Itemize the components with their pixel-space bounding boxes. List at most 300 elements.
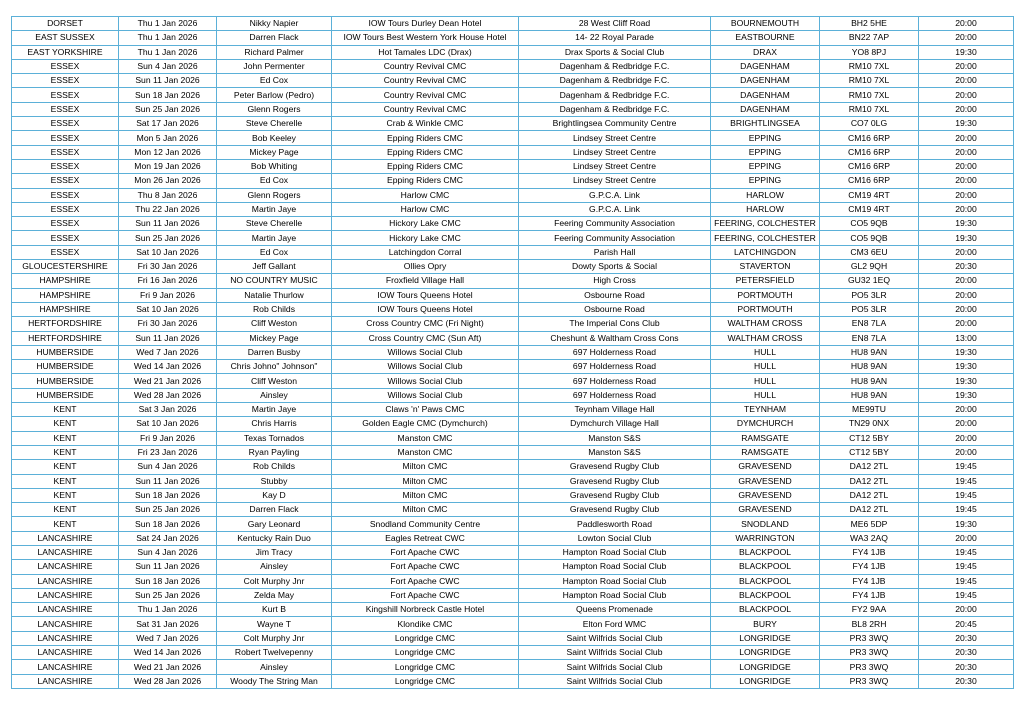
postcode-cell: HU8 9AN: [820, 374, 919, 388]
county-cell: KENT: [12, 445, 119, 459]
postcode-cell: DA12 2TL: [820, 503, 919, 517]
county-cell: HERTFORDSHIRE: [12, 317, 119, 331]
postcode-cell: FY4 1JB: [820, 574, 919, 588]
venue-cell: Feering Community Association: [519, 217, 711, 231]
artist-cell: Kay D: [217, 488, 332, 502]
time-cell: 20:30: [919, 631, 1014, 645]
county-cell: LANCASHIRE: [12, 560, 119, 574]
postcode-cell: GL2 9QH: [820, 260, 919, 274]
date-cell: Mon 26 Jan 2026: [119, 174, 217, 188]
postcode-cell: BH2 5HE: [820, 17, 919, 31]
table-row: [12, 545, 1014, 559]
table-row: [12, 159, 1014, 173]
county-cell: ESSEX: [12, 231, 119, 245]
county-cell: KENT: [12, 488, 119, 502]
town-cell: DAGENHAM: [711, 59, 820, 73]
club-cell: Epping Riders CMC: [332, 145, 519, 159]
county-cell: HAMPSHIRE: [12, 274, 119, 288]
postcode-cell: CM16 6RP: [820, 145, 919, 159]
postcode-cell: GU32 1EQ: [820, 274, 919, 288]
county-cell: HUMBERSIDE: [12, 388, 119, 402]
table-row: [12, 417, 1014, 431]
table-row: [12, 31, 1014, 45]
postcode-cell: PO5 3LR: [820, 302, 919, 316]
postcode-cell: PR3 3WQ: [820, 674, 919, 688]
venue-cell: Manston S&S: [519, 431, 711, 445]
venue-cell: Teynham Village Hall: [519, 403, 711, 417]
club-cell: Manston CMC: [332, 445, 519, 459]
table-row: [12, 317, 1014, 331]
postcode-cell: EN8 7LA: [820, 331, 919, 345]
venue-cell: Manston S&S: [519, 445, 711, 459]
table-row: [12, 660, 1014, 674]
postcode-cell: CM16 6RP: [820, 174, 919, 188]
table-row: [12, 302, 1014, 316]
venue-cell: Dowty Sports & Social: [519, 260, 711, 274]
venue-cell: Cheshunt & Waltham Cross Cons: [519, 331, 711, 345]
table-row: [12, 231, 1014, 245]
county-cell: LANCASHIRE: [12, 574, 119, 588]
postcode-cell: CO5 9QB: [820, 231, 919, 245]
time-cell: 20:30: [919, 260, 1014, 274]
venue-cell: Dagenham & Redbridge F.C.: [519, 88, 711, 102]
town-cell: HARLOW: [711, 188, 820, 202]
date-cell: Fri 9 Jan 2026: [119, 431, 217, 445]
time-cell: 20:45: [919, 617, 1014, 631]
club-cell: IOW Tours Queens Hotel: [332, 288, 519, 302]
venue-cell: Osbourne Road: [519, 288, 711, 302]
time-cell: 19:45: [919, 574, 1014, 588]
postcode-cell: CM3 6EU: [820, 245, 919, 259]
county-cell: ESSEX: [12, 245, 119, 259]
town-cell: PORTMOUTH: [711, 302, 820, 316]
table-row: [12, 531, 1014, 545]
county-cell: KENT: [12, 517, 119, 531]
artist-cell: Mickey Page: [217, 331, 332, 345]
date-cell: Sun 25 Jan 2026: [119, 102, 217, 116]
time-cell: 20:00: [919, 31, 1014, 45]
venue-cell: Dagenham & Redbridge F.C.: [519, 102, 711, 116]
postcode-cell: CO7 0LG: [820, 117, 919, 131]
postcode-cell: CO5 9QB: [820, 217, 919, 231]
venue-cell: Dagenham & Redbridge F.C.: [519, 74, 711, 88]
artist-cell: Steve Cherelle: [217, 217, 332, 231]
town-cell: GRAVESEND: [711, 460, 820, 474]
table-row: [12, 131, 1014, 145]
time-cell: 20:00: [919, 174, 1014, 188]
table-row: [12, 460, 1014, 474]
date-cell: Sun 25 Jan 2026: [119, 503, 217, 517]
town-cell: HARLOW: [711, 202, 820, 216]
date-cell: Mon 12 Jan 2026: [119, 145, 217, 159]
artist-cell: Darren Flack: [217, 31, 332, 45]
venue-cell: G.P.C.A. Link: [519, 202, 711, 216]
venue-cell: Saint Wilfrids Social Club: [519, 660, 711, 674]
time-cell: 20:00: [919, 417, 1014, 431]
postcode-cell: CT12 5BY: [820, 431, 919, 445]
county-cell: LANCASHIRE: [12, 588, 119, 602]
time-cell: 20:00: [919, 445, 1014, 459]
time-cell: 20:00: [919, 603, 1014, 617]
postcode-cell: PR3 3WQ: [820, 631, 919, 645]
date-cell: Thu 1 Jan 2026: [119, 603, 217, 617]
date-cell: Sat 10 Jan 2026: [119, 245, 217, 259]
town-cell: HULL: [711, 345, 820, 359]
town-cell: EPPING: [711, 159, 820, 173]
table-row: [12, 503, 1014, 517]
postcode-cell: DA12 2TL: [820, 460, 919, 474]
artist-cell: Ainsley: [217, 660, 332, 674]
county-cell: ESSEX: [12, 117, 119, 131]
time-cell: 20:00: [919, 188, 1014, 202]
venue-cell: Lindsey Street Centre: [519, 159, 711, 173]
artist-cell: Rob Childs: [217, 302, 332, 316]
postcode-cell: ME6 5DP: [820, 517, 919, 531]
club-cell: Claws 'n' Paws CMC: [332, 403, 519, 417]
club-cell: Longridge CMC: [332, 646, 519, 660]
county-cell: KENT: [12, 474, 119, 488]
artist-cell: Wayne T: [217, 617, 332, 631]
venue-cell: Saint Wilfrids Social Club: [519, 646, 711, 660]
artist-cell: Colt Murphy Jnr: [217, 631, 332, 645]
club-cell: Longridge CMC: [332, 631, 519, 645]
date-cell: Thu 1 Jan 2026: [119, 31, 217, 45]
county-cell: KENT: [12, 503, 119, 517]
club-cell: IOW Tours Best Western York House Hotel: [332, 31, 519, 45]
table-row: [12, 603, 1014, 617]
club-cell: Willows Social Club: [332, 345, 519, 359]
club-cell: Manston CMC: [332, 431, 519, 445]
club-cell: Klondike CMC: [332, 617, 519, 631]
postcode-cell: FY4 1JB: [820, 560, 919, 574]
postcode-cell: RM10 7XL: [820, 102, 919, 116]
date-cell: Sun 11 Jan 2026: [119, 474, 217, 488]
club-cell: Country Revival CMC: [332, 88, 519, 102]
postcode-cell: FY2 9AA: [820, 603, 919, 617]
town-cell: WALTHAM CROSS: [711, 331, 820, 345]
date-cell: Sun 11 Jan 2026: [119, 74, 217, 88]
county-cell: EAST YORKSHIRE: [12, 45, 119, 59]
table-row: [12, 17, 1014, 31]
venue-cell: Dymchurch Village Hall: [519, 417, 711, 431]
artist-cell: Kentucky Rain Duo: [217, 531, 332, 545]
time-cell: 20:00: [919, 403, 1014, 417]
club-cell: Ollies Opry: [332, 260, 519, 274]
artist-cell: Cliff Weston: [217, 317, 332, 331]
time-cell: 20:00: [919, 531, 1014, 545]
town-cell: HULL: [711, 388, 820, 402]
county-cell: HAMPSHIRE: [12, 302, 119, 316]
artist-cell: NO COUNTRY MUSIC: [217, 274, 332, 288]
date-cell: Wed 14 Jan 2026: [119, 360, 217, 374]
club-cell: Hickory Lake CMC: [332, 231, 519, 245]
time-cell: 19:30: [919, 345, 1014, 359]
club-cell: Milton CMC: [332, 503, 519, 517]
date-cell: Thu 1 Jan 2026: [119, 45, 217, 59]
artist-cell: Jim Tracy: [217, 545, 332, 559]
artist-cell: Colt Murphy Jnr: [217, 574, 332, 588]
table-row: [12, 403, 1014, 417]
postcode-cell: DA12 2TL: [820, 488, 919, 502]
club-cell: Froxfield Village Hall: [332, 274, 519, 288]
table-row: [12, 631, 1014, 645]
time-cell: 13:00: [919, 331, 1014, 345]
date-cell: Sun 25 Jan 2026: [119, 231, 217, 245]
county-cell: KENT: [12, 431, 119, 445]
town-cell: DAGENHAM: [711, 88, 820, 102]
postcode-cell: CM19 4RT: [820, 202, 919, 216]
table-row: [12, 388, 1014, 402]
time-cell: 19:30: [919, 45, 1014, 59]
town-cell: LONGRIDGE: [711, 660, 820, 674]
time-cell: 20:30: [919, 660, 1014, 674]
time-cell: 19:45: [919, 560, 1014, 574]
town-cell: STAVERTON: [711, 260, 820, 274]
town-cell: RAMSGATE: [711, 431, 820, 445]
club-cell: Hot Tamales LDC (Drax): [332, 45, 519, 59]
club-cell: Longridge CMC: [332, 660, 519, 674]
club-cell: Fort Apache CWC: [332, 574, 519, 588]
postcode-cell: RM10 7XL: [820, 59, 919, 73]
town-cell: RAMSGATE: [711, 445, 820, 459]
club-cell: Fort Apache CWC: [332, 588, 519, 602]
venue-cell: Hampton Road Social Club: [519, 560, 711, 574]
date-cell: Wed 28 Jan 2026: [119, 388, 217, 402]
club-cell: Snodland Community Centre: [332, 517, 519, 531]
postcode-cell: RM10 7XL: [820, 74, 919, 88]
club-cell: Willows Social Club: [332, 388, 519, 402]
postcode-cell: BL8 2RH: [820, 617, 919, 631]
table-row: [12, 217, 1014, 231]
venue-cell: Paddlesworth Road: [519, 517, 711, 531]
date-cell: Wed 21 Jan 2026: [119, 374, 217, 388]
venue-cell: Elton Ford WMC: [519, 617, 711, 631]
time-cell: 19:30: [919, 517, 1014, 531]
date-cell: Sat 10 Jan 2026: [119, 302, 217, 316]
town-cell: BRIGHTLINGSEA: [711, 117, 820, 131]
town-cell: BLACKPOOL: [711, 560, 820, 574]
time-cell: 20:00: [919, 159, 1014, 173]
venue-cell: Gravesend Rugby Club: [519, 488, 711, 502]
town-cell: WALTHAM CROSS: [711, 317, 820, 331]
venue-cell: Parish Hall: [519, 245, 711, 259]
venue-cell: 697 Holderness Road: [519, 374, 711, 388]
town-cell: HULL: [711, 360, 820, 374]
town-cell: BLACKPOOL: [711, 545, 820, 559]
town-cell: GRAVESEND: [711, 503, 820, 517]
date-cell: Wed 14 Jan 2026: [119, 646, 217, 660]
venue-cell: 14- 22 Royal Parade: [519, 31, 711, 45]
artist-cell: Texas Tornados: [217, 431, 332, 445]
club-cell: Harlow CMC: [332, 188, 519, 202]
date-cell: Wed 7 Jan 2026: [119, 631, 217, 645]
venue-cell: Osbourne Road: [519, 302, 711, 316]
date-cell: Sat 17 Jan 2026: [119, 117, 217, 131]
time-cell: 19:45: [919, 488, 1014, 502]
venue-cell: Hampton Road Social Club: [519, 588, 711, 602]
county-cell: LANCASHIRE: [12, 646, 119, 660]
artist-cell: Bob Keeley: [217, 131, 332, 145]
postcode-cell: PR3 3WQ: [820, 660, 919, 674]
artist-cell: Darren Busby: [217, 345, 332, 359]
county-cell: ESSEX: [12, 88, 119, 102]
venue-cell: 697 Holderness Road: [519, 388, 711, 402]
time-cell: 19:30: [919, 360, 1014, 374]
town-cell: WARRINGTON: [711, 531, 820, 545]
county-cell: ESSEX: [12, 159, 119, 173]
venue-cell: Saint Wilfrids Social Club: [519, 674, 711, 688]
artist-cell: Gary Leonard: [217, 517, 332, 531]
table-row: [12, 374, 1014, 388]
date-cell: Fri 23 Jan 2026: [119, 445, 217, 459]
postcode-cell: PO5 3LR: [820, 288, 919, 302]
county-cell: HERTFORDSHIRE: [12, 331, 119, 345]
club-cell: Cross Country CMC (Sun Aft): [332, 331, 519, 345]
club-cell: IOW Tours Durley Dean Hotel: [332, 17, 519, 31]
artist-cell: Mickey Page: [217, 145, 332, 159]
date-cell: Fri 30 Jan 2026: [119, 260, 217, 274]
table-row: [12, 45, 1014, 59]
postcode-cell: HU8 9AN: [820, 345, 919, 359]
date-cell: Sat 31 Jan 2026: [119, 617, 217, 631]
table-row: [12, 617, 1014, 631]
venue-cell: The Imperial Cons Club: [519, 317, 711, 331]
postcode-cell: HU8 9AN: [820, 360, 919, 374]
table-row: [12, 274, 1014, 288]
date-cell: Wed 21 Jan 2026: [119, 660, 217, 674]
county-cell: LANCASHIRE: [12, 660, 119, 674]
date-cell: Thu 1 Jan 2026: [119, 17, 217, 31]
town-cell: EPPING: [711, 174, 820, 188]
artist-cell: Peter Barlow (Pedro): [217, 88, 332, 102]
county-cell: KENT: [12, 460, 119, 474]
venue-cell: Feering Community Association: [519, 231, 711, 245]
time-cell: 19:45: [919, 503, 1014, 517]
time-cell: 19:30: [919, 217, 1014, 231]
county-cell: ESSEX: [12, 102, 119, 116]
venue-cell: 28 West Cliff Road: [519, 17, 711, 31]
town-cell: PETERSFIELD: [711, 274, 820, 288]
venue-cell: G.P.C.A. Link: [519, 188, 711, 202]
artist-cell: Glenn Rogers: [217, 102, 332, 116]
artist-cell: Martin Jaye: [217, 231, 332, 245]
club-cell: Milton CMC: [332, 460, 519, 474]
table-row: [12, 674, 1014, 688]
time-cell: 20:30: [919, 646, 1014, 660]
time-cell: 20:00: [919, 59, 1014, 73]
town-cell: PORTMOUTH: [711, 288, 820, 302]
venue-cell: Gravesend Rugby Club: [519, 503, 711, 517]
town-cell: BLACKPOOL: [711, 574, 820, 588]
county-cell: LANCASHIRE: [12, 617, 119, 631]
artist-cell: Ainsley: [217, 560, 332, 574]
town-cell: FEERING, COLCHESTER: [711, 217, 820, 231]
town-cell: BLACKPOOL: [711, 603, 820, 617]
venue-cell: 697 Holderness Road: [519, 360, 711, 374]
postcode-cell: CM16 6RP: [820, 131, 919, 145]
postcode-cell: HU8 9AN: [820, 388, 919, 402]
town-cell: LONGRIDGE: [711, 631, 820, 645]
artist-cell: Glenn Rogers: [217, 188, 332, 202]
artist-cell: John Permenter: [217, 59, 332, 73]
time-cell: 19:30: [919, 388, 1014, 402]
county-cell: HUMBERSIDE: [12, 360, 119, 374]
table-row: [12, 517, 1014, 531]
postcode-cell: YO8 8PJ: [820, 45, 919, 59]
date-cell: Sun 4 Jan 2026: [119, 59, 217, 73]
artist-cell: Nikky Napier: [217, 17, 332, 31]
artist-cell: Martin Jaye: [217, 403, 332, 417]
artist-cell: Rob Childs: [217, 460, 332, 474]
date-cell: Sat 10 Jan 2026: [119, 417, 217, 431]
artist-cell: Robert Twelvepenny: [217, 646, 332, 660]
town-cell: DRAX: [711, 45, 820, 59]
postcode-cell: FY4 1JB: [820, 545, 919, 559]
time-cell: 19:45: [919, 474, 1014, 488]
time-cell: 20:00: [919, 317, 1014, 331]
town-cell: DAGENHAM: [711, 102, 820, 116]
date-cell: Sun 25 Jan 2026: [119, 588, 217, 602]
table-row: [12, 59, 1014, 73]
county-cell: HUMBERSIDE: [12, 345, 119, 359]
county-cell: ESSEX: [12, 74, 119, 88]
time-cell: 20:00: [919, 17, 1014, 31]
club-cell: Harlow CMC: [332, 202, 519, 216]
time-cell: 20:00: [919, 431, 1014, 445]
venue-cell: Lowton Social Club: [519, 531, 711, 545]
time-cell: 20:00: [919, 202, 1014, 216]
table-row: [12, 145, 1014, 159]
venue-cell: Hampton Road Social Club: [519, 545, 711, 559]
county-cell: LANCASHIRE: [12, 674, 119, 688]
postcode-cell: CM19 4RT: [820, 188, 919, 202]
date-cell: Sun 18 Jan 2026: [119, 488, 217, 502]
town-cell: SNODLAND: [711, 517, 820, 531]
table-row: [12, 245, 1014, 259]
artist-cell: Ainsley: [217, 388, 332, 402]
time-cell: 20:00: [919, 102, 1014, 116]
club-cell: Golden Eagle CMC (Dymchurch): [332, 417, 519, 431]
venue-cell: Lindsey Street Centre: [519, 145, 711, 159]
time-cell: 20:00: [919, 274, 1014, 288]
date-cell: Sun 11 Jan 2026: [119, 560, 217, 574]
county-cell: ESSEX: [12, 145, 119, 159]
time-cell: 20:30: [919, 674, 1014, 688]
county-cell: ESSEX: [12, 131, 119, 145]
town-cell: DAGENHAM: [711, 74, 820, 88]
county-cell: GLOUCESTERSHIRE: [12, 260, 119, 274]
time-cell: 20:00: [919, 131, 1014, 145]
table-row: [12, 474, 1014, 488]
club-cell: Kingshill Norbreck Castle Hotel: [332, 603, 519, 617]
venue-cell: Lindsey Street Centre: [519, 174, 711, 188]
club-cell: Crab & Winkle CMC: [332, 117, 519, 131]
table-row: [12, 345, 1014, 359]
date-cell: Sun 4 Jan 2026: [119, 545, 217, 559]
county-cell: LANCASHIRE: [12, 603, 119, 617]
table-row: [12, 574, 1014, 588]
date-cell: Wed 7 Jan 2026: [119, 345, 217, 359]
date-cell: Fri 16 Jan 2026: [119, 274, 217, 288]
venue-cell: Drax Sports & Social Club: [519, 45, 711, 59]
table-row: [12, 646, 1014, 660]
venue-cell: Lindsey Street Centre: [519, 131, 711, 145]
date-cell: Sat 24 Jan 2026: [119, 531, 217, 545]
club-cell: IOW Tours Queens Hotel: [332, 302, 519, 316]
gig-listing-table: [11, 16, 1014, 689]
county-cell: LANCASHIRE: [12, 545, 119, 559]
club-cell: Longridge CMC: [332, 674, 519, 688]
